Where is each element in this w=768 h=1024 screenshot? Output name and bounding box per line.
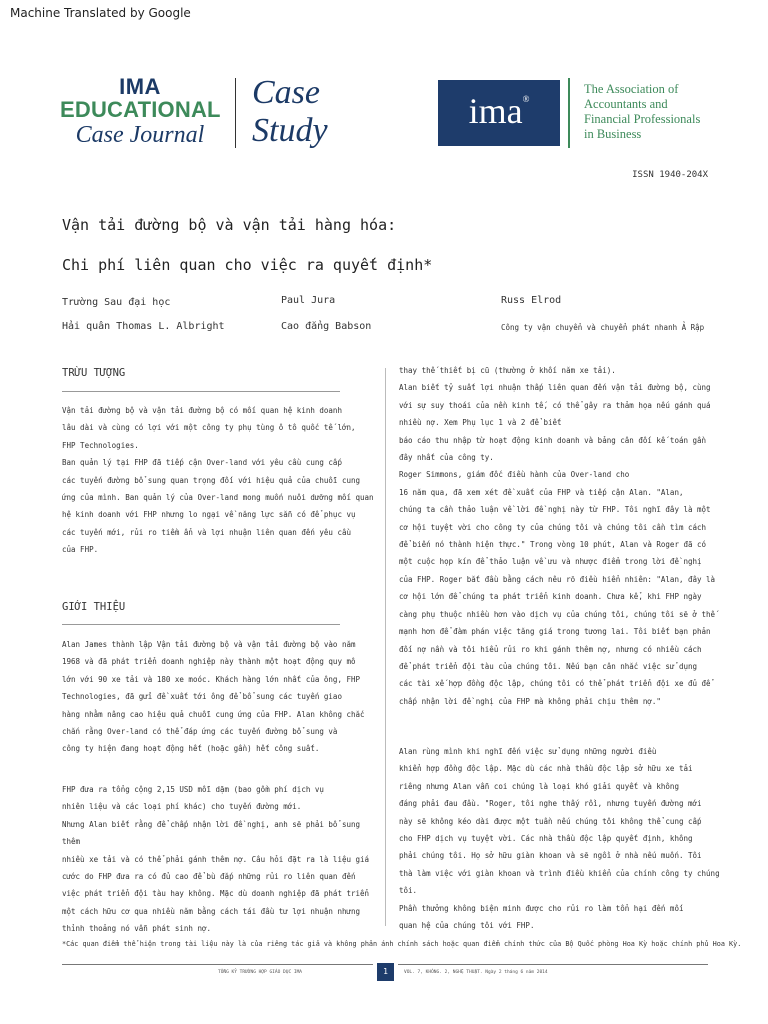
case-study-logo [252, 74, 328, 150]
page-number: 1 [377, 963, 394, 981]
introduction-paragraph-1: Alan James thành lập Vận tải đường bộ và vận tải đường bộ vào năm 1968 và đã phát triển doanh nghiệp này thành một hoạt động quy mô lớn với 90 xe tải và 180 xe moóc. Khách hàng lớn nhất của ông, FHP Technologies, đã gửi đề xuất tới ông để bổ sung các tuyến giao hàng nhằm nâng cao hiệu quả chuỗi cung ứng của FHP. Alan không chắc chắn rằng Over-land có thể đáp ứng các tuyến đường bổ sung và công ty hiện đang hoạt động hết (hoặc gần) hết công suất. [62, 640, 365, 754]
abstract-rule [62, 391, 340, 392]
page-title-line-2: Chi phí liên quan cho việc ra quyết định* [62, 256, 433, 274]
ima-educational-case-journal-logo [60, 76, 220, 148]
author-3-name: Russ Elrod [501, 295, 562, 306]
logo-study-text: Study [252, 112, 328, 149]
logo-case-journal-text: Case Journal [75, 122, 205, 148]
right-column-paragraph-1: thay thế thiết bị cũ (thường ở khối năm xe tải). Alan biết tỷ suất lợi nhuận thấp liên quan đến vận tải đường bộ, cùng với sự suy thoái của nền kinh tế, có thể gây ra thảm họa nếu gánh quá nhiều nợ. Xem Phụ lục 1 và 2 để biết báo cáo thu nhập từ hoạt động kinh doanh và bảng cân đối kế toán gần đây nhất của công ty. Roger Simmons, giám đốc điều hành của Over-land cho 16 năm qua, đã xem xét đề xuất của FHP và tiếp cận Alan. "Alan, chúng ta cần thảo luận về lời đề nghị này từ FHP. Tôi nghĩ đây là một cơ hội tuyệt vời cho công ty của chúng tôi và chúng tôi cần tìm cách để biến nó thành hiện thực." Trong vòng 10 phút, Alan và Roger đã có một cuộc họp kín để thảo luận về ưu và nhược điểm trong lời đề nghị của FHP. Roger bắt đầu bằng cách nêu rõ điều hiển nhiên: "Alan, đây là cơ hội lớn để chúng ta phát triển kinh doanh. Chưa kể, khi FHP ngày càng phụ thuộc nhiều hơn vào dịch vụ của chúng tôi, chúng tôi sẽ ở thế mạnh hơn để đàm phán việc tăng giá trong tương lai. Tôi biết bạn phản đối nợ nần và tôi hiểu rủi ro khi gánh thêm nợ, nhưng có nhiều cách để phát triển đội tàu của chúng tôi. Nếu bạn cân nhắc việc sử dụng các tài xế hợp đồng độc lập, chúng tôi có thể phát triển đội xe đủ để chấp nhận lời đề nghị của FHP mà không phải chịu thêm nợ." [399, 366, 716, 706]
author-1-affiliation: Trường Sau đại học [62, 297, 171, 308]
introduction-heading: GIỚI THIỆU [62, 601, 126, 613]
footer-volume-info: VOL. 7, KHÔNG. 2, NGHỆ THUẬT. Ngày 2 tháng 6 năm 2014 [404, 970, 548, 975]
introduction-rule [62, 624, 340, 625]
ima-brand-logo [438, 80, 560, 146]
issn-number: ISSN 1940-204X [632, 170, 708, 180]
footer-journal-name: TỔNG KỶ TRƯỜNG HỢP GIÁO DỤC IMA [218, 970, 302, 975]
page-title-line-1: Vận tải đường bộ và vận tải hàng hóa: [62, 216, 397, 234]
ima-divider [568, 78, 570, 148]
footer-rule-right [398, 964, 708, 965]
association-line: Accountants and [584, 97, 668, 111]
machine-translated-banner: Machine Translated by Google [10, 6, 191, 20]
association-name [584, 82, 700, 142]
logo-divider [235, 78, 236, 148]
logo-ima-text: IMA [119, 74, 161, 99]
association-line: in Business [584, 127, 642, 141]
abstract-text: Vận tải đường bộ và vận tải đường bộ có mối quan hệ kinh doanh lâu dài và cùng có lợi với một công ty phụ tùng ô tô quốc tế lớn, FHP Technologies. Ban quản lý tại FHP đã tiếp cận Over-land với yêu cầu cung cấp các tuyến đường bổ sung quan trọng đối với hiệu quả của chuỗi cung ứng của mình. Ban quản lý của Over-land mong muốn nuôi dưỡng mối quan hệ kinh doanh với FHP nhưng lo ngại về năng lực sẵn có để phục vụ các tuyến mới, rủi ro tiềm ẩn và lợi nhuận liên quan đến yêu cầu của FHP. [62, 406, 374, 555]
association-line: The Association of [584, 82, 679, 96]
author-1-name: Hải quân Thomas L. Albright [62, 321, 225, 332]
author-2-name: Paul Jura [281, 295, 336, 306]
column-divider [385, 368, 386, 926]
footer-rule-left [62, 964, 373, 965]
ima-brand-text: ima [468, 91, 523, 131]
logo-educational-text: EDUCATIONAL [60, 97, 221, 122]
logo-case-text: Case [252, 74, 320, 111]
author-2-affiliation: Cao đẳng Babson [281, 321, 372, 332]
author-3-affiliation: Công ty vận chuyển và chuyển phát nhanh Ả Rập [501, 323, 705, 332]
right-column-paragraph-2: Alan rùng mình khi nghĩ đến việc sử dụng những người điều khiển hợp đồng độc lập. Mặc dù các nhà thầu độc lập sở hữu xe tải riêng nhưng Alan vẫn coi chúng là loại khó giải quyết và không đáng phải đau đầu. "Roger, tôi nghe thấy rồi, nhưng tuyến đường mới này sẽ không kéo dài được một tuần nếu chúng tôi không thể cung cấp cho FHP dịch vụ tuyệt vời. Các nhà thầu độc lập quyết định, không phải chúng tôi. Họ sở hữu giàn khoan và sẽ ngồi ở nhà nếu muốn. Tôi thà làm việc với giàn khoan và trình điều khiển của chính công ty chúng tôi. Phần thưởng không biện minh được cho rủi ro làm tổn hại đến mối quan hệ của chúng tôi với FHP. [399, 747, 720, 931]
footnote: *Các quan điểm thể hiện trong tài liệu này là của riêng tác giả và không phản ánh chính sách hoặc quan điểm chính thức của Bộ Quốc phòng Hoa Kỳ hoặc chính phủ Hoa Kỳ. [62, 940, 742, 948]
abstract-heading: TRỪU TƯỢNG [62, 367, 126, 379]
registered-mark: ® [522, 94, 530, 104]
introduction-paragraph-2: FHP đưa ra tổng cộng 2,15 USD mỗi dặm (bao gồm phí dịch vụ nhiên liệu và các loại phí khác) cho tuyến đường mới. Nhưng Alan biết rằng để chấp nhận lời đề nghị, anh sẽ phải bổ sung thêm nhiều xe tải và có thể phải gánh thêm nợ. Câu hỏi đặt ra là liệu giá cước do FHP đưa ra có đủ cao để bù đắp những rủi ro liên quan đến việc phát triển đội tàu hay không. Mặc dù doanh nghiệp đã phát triển một cách hữu cơ qua nhiều năm bằng cách tái đầu tư lợi nhuận nhưng thỉnh thoảng nó vẫn phát sinh nợ. [62, 785, 370, 934]
association-line: Financial Professionals [584, 112, 701, 126]
